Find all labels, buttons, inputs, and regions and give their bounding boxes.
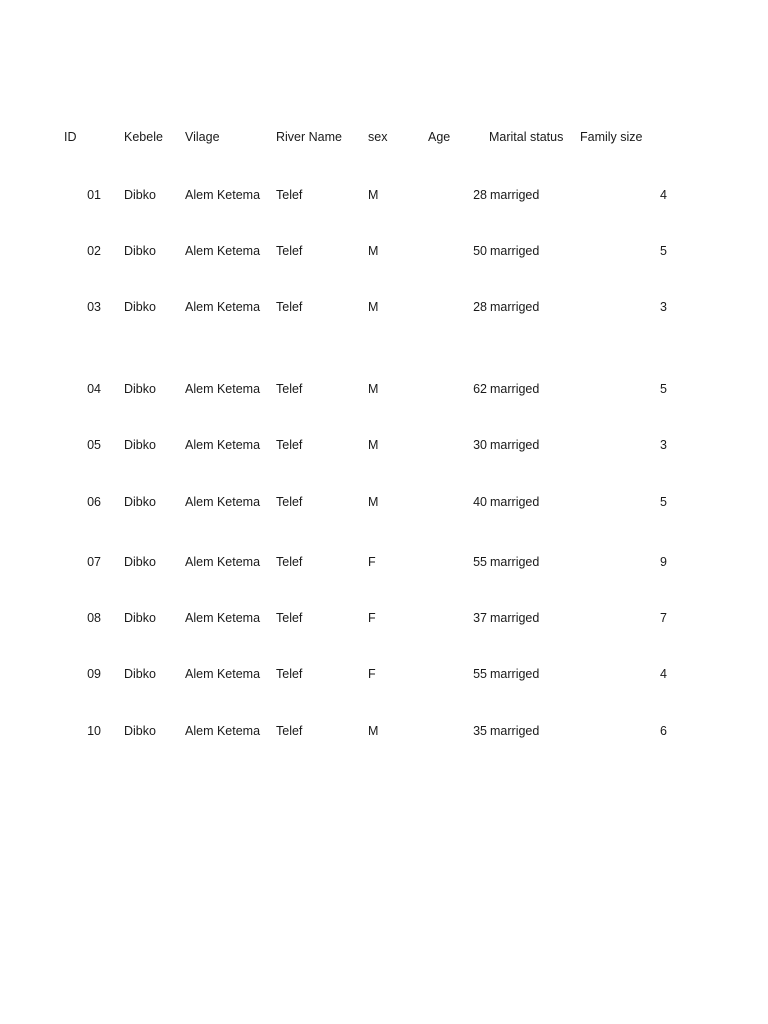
cell-id: 10	[87, 724, 101, 738]
cell-marital: marriged	[490, 188, 540, 202]
cell-sex: M	[368, 724, 379, 738]
cell-marital: marriged	[490, 555, 540, 569]
cell-sex: M	[368, 300, 379, 314]
cell-kebele: Dibko	[124, 724, 156, 738]
cell-river: Telef	[276, 555, 303, 569]
cell-river: Telef	[276, 611, 303, 625]
cell-sex: M	[368, 188, 379, 202]
cell-age: 37	[473, 611, 487, 625]
cell-vilage: Alem Ketema	[185, 438, 261, 452]
cell-marital: marriged	[490, 667, 540, 681]
cell-vilage: Alem Ketema	[185, 667, 261, 681]
header-id: ID	[64, 130, 77, 144]
cell-id: 03	[87, 300, 101, 314]
cell-river: Telef	[276, 382, 303, 396]
cell-kebele: Dibko	[124, 495, 156, 509]
cell-id: 09	[87, 667, 101, 681]
cell-river: Telef	[276, 244, 303, 258]
cell-sex: F	[368, 667, 376, 681]
cell-age: 28	[473, 188, 487, 202]
cell-age: 30	[473, 438, 487, 452]
cell-age: 50	[473, 244, 487, 258]
cell-id: 04	[87, 382, 101, 396]
cell-kebele: Dibko	[124, 300, 156, 314]
cell-family: 4	[660, 667, 667, 681]
cell-vilage: Alem Ketema	[185, 244, 261, 258]
cell-family: 3	[660, 438, 667, 452]
cell-marital: marriged	[490, 244, 540, 258]
cell-family: 5	[660, 244, 667, 258]
cell-sex: M	[368, 438, 379, 452]
cell-vilage: Alem Ketema	[185, 382, 261, 396]
cell-river: Telef	[276, 667, 303, 681]
cell-family: 7	[660, 611, 667, 625]
cell-river: Telef	[276, 188, 303, 202]
cell-family: 9	[660, 555, 667, 569]
cell-kebele: Dibko	[124, 611, 156, 625]
cell-family: 3	[660, 300, 667, 314]
cell-marital: marriged	[490, 611, 540, 625]
cell-kebele: Dibko	[124, 667, 156, 681]
cell-sex: M	[368, 244, 379, 258]
header-vilage: Vilage	[185, 130, 220, 144]
cell-kebele: Dibko	[124, 188, 156, 202]
cell-family: 5	[660, 495, 667, 509]
header-river-name: River Name	[276, 130, 342, 144]
cell-vilage: Alem Ketema	[185, 611, 261, 625]
cell-kebele: Dibko	[124, 438, 156, 452]
cell-sex: M	[368, 495, 379, 509]
cell-age: 35	[473, 724, 487, 738]
cell-id: 06	[87, 495, 101, 509]
cell-kebele: Dibko	[124, 244, 156, 258]
header-age: Age	[428, 130, 451, 144]
cell-age: 28	[473, 300, 487, 314]
header-marital-status: Marital status	[489, 130, 564, 144]
header-kebele: Kebele	[124, 130, 163, 144]
cell-kebele: Dibko	[124, 555, 156, 569]
cell-marital: marriged	[490, 382, 540, 396]
cell-id: 08	[87, 611, 101, 625]
cell-marital: marriged	[490, 495, 540, 509]
cell-vilage: Alem Ketema	[185, 495, 261, 509]
cell-family: 6	[660, 724, 667, 738]
header-family-size: Family size	[580, 130, 643, 144]
cell-marital: marriged	[490, 300, 540, 314]
cell-marital: marriged	[490, 438, 540, 452]
cell-id: 01	[87, 188, 101, 202]
cell-age: 55	[473, 667, 487, 681]
cell-vilage: Alem Ketema	[185, 724, 261, 738]
cell-sex: M	[368, 382, 379, 396]
cell-river: Telef	[276, 724, 303, 738]
cell-family: 5	[660, 382, 667, 396]
cell-vilage: Alem Ketema	[185, 188, 261, 202]
cell-marital: marriged	[490, 724, 540, 738]
cell-vilage: Alem Ketema	[185, 555, 261, 569]
cell-sex: F	[368, 555, 376, 569]
cell-vilage: Alem Ketema	[185, 300, 261, 314]
cell-id: 07	[87, 555, 101, 569]
cell-river: Telef	[276, 300, 303, 314]
cell-river: Telef	[276, 495, 303, 509]
header-sex: sex	[368, 130, 388, 144]
cell-id: 02	[87, 244, 101, 258]
cell-kebele: Dibko	[124, 382, 156, 396]
cell-family: 4	[660, 188, 667, 202]
cell-sex: F	[368, 611, 376, 625]
cell-river: Telef	[276, 438, 303, 452]
cell-id: 05	[87, 438, 101, 452]
cell-age: 62	[473, 382, 487, 396]
cell-age: 55	[473, 555, 487, 569]
cell-age: 40	[473, 495, 487, 509]
